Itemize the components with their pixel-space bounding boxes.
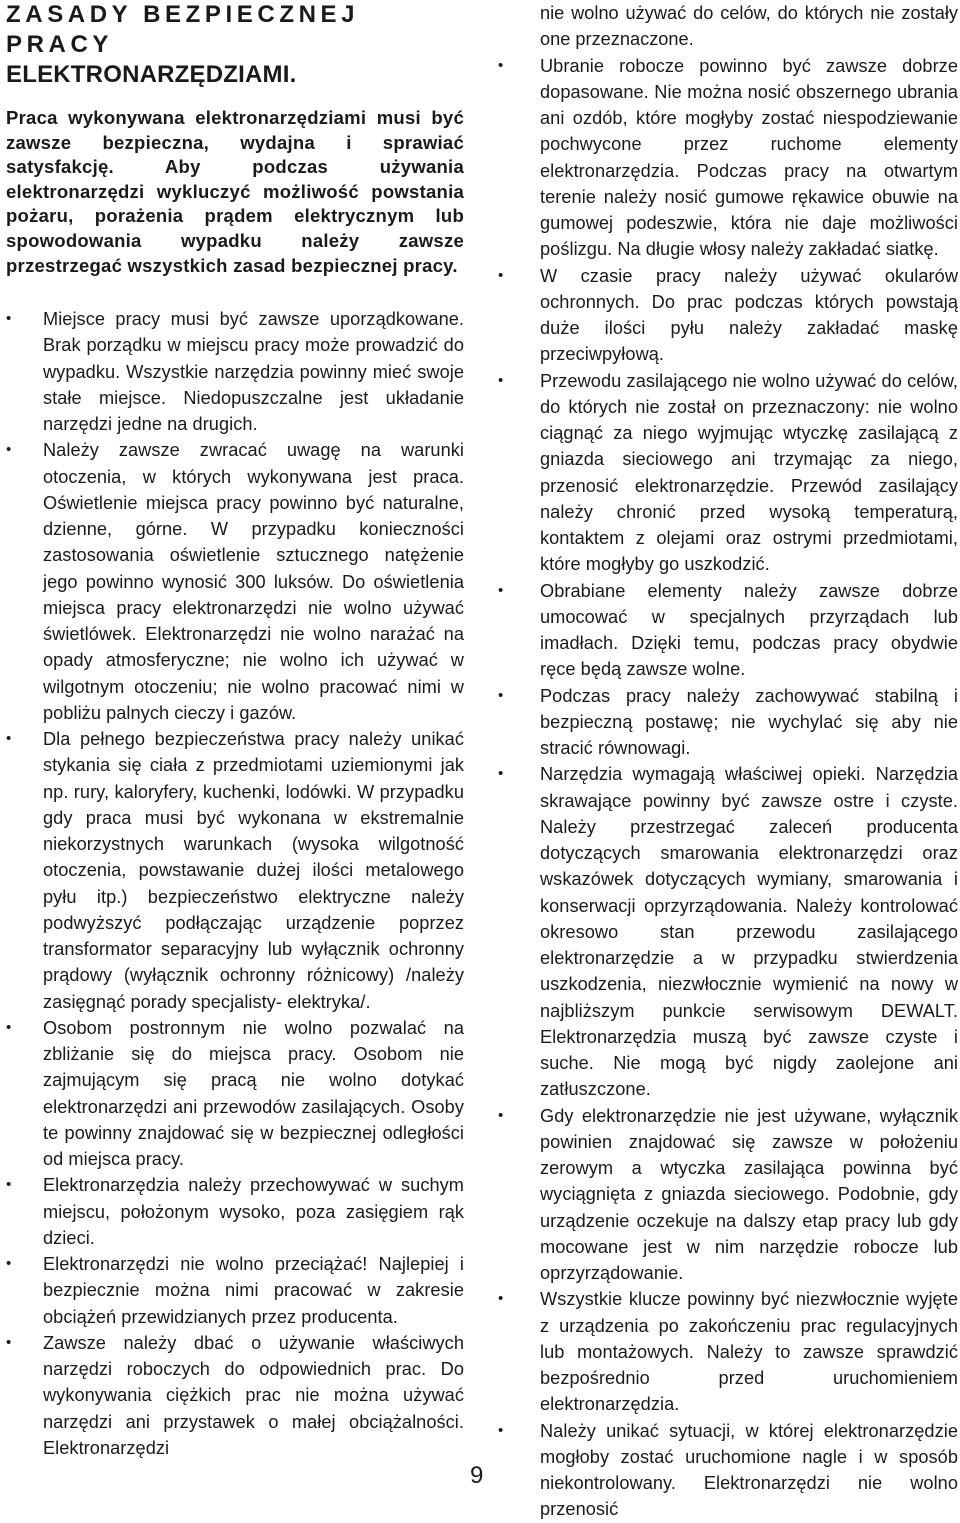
bullet-icon: • [6,1176,12,1194]
section-title-line1: ZASADY BEZPIECZNEJ PRACY [6,1,360,58]
rule-text: Obrabiane elementy należy zawsze dobrze umocować w specjalnych przyrządach lub imadłach. Dzięki temu, podczas pracy obydwie ręce będą zawsze wolne. [540,580,958,680]
right-column [498,0,958,1523]
rule-text: Należy zawsze zwracać uwagę na warunki otoczenia, w których wykonywana jest praca. Oświetlenie miejsca pracy powinno być naturalne, dzienne, górne. W przypadku konieczności zastosowania oświetlenie sztucznego natężenie jego powinno wynosić 300 luksów. Do oświetlenia miejsca pracy elektronarzędzi nie wolno używać świetlówek. Elektronarzędzi nie wolno narażać na opady atmosferyczne; nie wolno ich używać w wilgotnym otoczeniu; nie wolno pracować nimi w pobliżu palnych cieczy i gazów. [43,440,464,723]
left-rules-list [6,306,464,1461]
rule-text: Osobom postronnym nie wolno pozwalać na zbliżanie się do miejsca pracy. Osobom nie zajmującym się pracą nie wolno dotykać elektronarzędzi ani przewodów zasilających. Osoby te powinny znajdować się w bezpiecznej odległości od miejsca pracy. [43,1017,464,1170]
bullet-icon: • [498,1106,504,1124]
bullet-icon: • [498,371,504,389]
rule-text: Ubranie robocze powinno być zawsze dobrze dopasowane. Nie można nosić obszernego ubrania ani ozdób, które mogłyby zostać niespodziewanie pochwycone przez ruchome elementy elektronarzędzia. Podczas pracy na otwartym terenie należy nosić gumowe rękawice obuwie na gumowej podeszwie, która nie daje możliwości poślizgu. Na długie włosy należy zakładać siatkę. [540,55,958,260]
page-number: 9 [470,1462,484,1489]
bullet-icon: • [6,1018,12,1036]
list-item [6,306,464,437]
bullet-icon: • [498,1421,504,1439]
rule-text: Przewodu zasilającego nie wolno używać do celów, do których nie został on przeznaczony: nie wolno ciągnąć za niego wyjmując wtyczkę zasilającą z gniazda sieciowego ani trzymając za niego, przenosić elektronarzędzie. Przewód zasilający należy chronić przed wysoką temperaturą, kontaktem z olejami oraz ostrymi przedmiotami, które mogłyby go uszkodzić. [540,370,958,575]
list-item [498,1418,958,1523]
list-item [498,1103,958,1287]
list-item [6,437,464,726]
rule-text: Elektronarzędzia należy przechowywać w suchym miejscu, położonym wysoko, poza zasięgiem rąk dzieci. [43,1175,464,1248]
rule-text: Miejsce pracy musi być zawsze uporządkowane. Brak porządku w miejscu pracy może prowadzić do wypadku. Wszystkie narzędzia powinny mieć swoje stałe miejsce. Niedopuszczalne jest układanie narzędzi jedne na drugich. [43,309,464,435]
left-column [6,0,464,1461]
bullet-icon: • [498,581,504,599]
bullet-icon: • [6,441,12,459]
rule-text: Zawsze należy dbać o używanie właściwych narzędzi roboczych do odpowiednich prac. Do wykonywania ciężkich prac nie można używać narzędzi ani przystawek o małej obciążalności. Elektronarzędzi [43,1332,464,1458]
list-item [498,1286,958,1417]
list-item [498,53,958,263]
rule-text: Elektronarzędzi nie wolno przeciążać! Najlepiej i bezpiecznie można nimi pracować w zakresie obciążeń przewidzianych przez producenta. [43,1254,464,1327]
list-item [6,726,464,1015]
list-item [498,263,958,368]
list-item [498,683,958,762]
list-item [6,1172,464,1251]
rule-text: Wszystkie klucze powinny być niezwłocznie wyjęte z urządzenia po zakończeniu prac regulacyjnych lub montażowych. Należy to zawsze sprawdzić bezpośrednio przed uruchomieniem elektronarzędzia. [540,1289,958,1415]
rule-text: W czasie pracy należy używać okularów ochronnych. Do prac podczas których powstają duże ilości pyłu należy zakładać maskę przeciwpyłową. [540,265,958,365]
bullet-icon: • [498,686,504,704]
bullet-icon: • [498,765,504,783]
rule-text: Należy unikać sytuacji, w której elektronarzędzie mogłoby zostać uruchomione nagle i w sposób niekontrolowany. Elektronarzędzi nie wolno przenosić [540,1420,958,1520]
list-item [498,761,958,1102]
bullet-icon: • [498,266,504,284]
bullet-icon: • [6,1255,12,1273]
bullet-icon: • [6,730,12,748]
bullet-icon: • [498,1290,504,1308]
section-title-line2: ELEKTRONARZĘDZIAMI. [6,61,297,88]
section-title [6,0,464,90]
bullet-icon: • [498,56,504,74]
list-item [498,578,958,683]
list-item [6,1251,464,1330]
bullet-icon: • [6,310,12,328]
rule-text: Narzędzia wymagają właściwej opieki. Narzędzia skrawające powinny być zawsze ostre i czyste. Należy przestrzegać zaleceń producenta dotyczących smarowania elektronarzędzi oraz wskazówek dotyczących wymiany, smarowania i konserwacji oprzyrządowania. Należy kontrolować okresowo stan przewodu zasilającego elektronarzędzie a w przypadku stwierdzenia uszkodzenia, niezwłocznie wymienić na nowy w najbliższym punkcie serwisowym DEWALT. Elektronarzędzia muszą być zawsze czyste i suche. Nie mogą być nigdy zaolejone ani zatłuszczone. [540,764,958,1100]
bullet-icon: • [6,1333,12,1351]
list-item [498,368,958,578]
rule-text: Podczas pracy należy zachowywać stabilną i bezpieczną postawę; nie wychylać się aby nie stracić równowagi. [540,685,958,758]
intro-paragraph: Praca wykonywana elektronarzędziami musi być zawsze bezpieczna, wydajna i sprawiać satysfakcję. Aby podczas używania elektronarzędzi wykluczyć możliwość powstania pożaru, porażenia prądem elektrycznym lub spowodowania wypadku należy zawsze przestrzegać wszystkich zasad bezpiecznej pracy. [6,107,464,276]
rule-text: Dla pełnego bezpieczeństwa pracy należy unikać stykania się ciała z przedmiotami uziemionymi jak np. rury, kaloryfery, kuchenki, lodówki. W przypadku gdy praca musi być wykonana w ekstremalnie niekorzystnych warunkach (wysoka wilgotność otoczenia, powstawanie dużej ilości metalowego pyłu itp.) bezpieczeństwo elektryczne należy podwyższyć podłączając urządzenie poprzez transformator separacyjny lub wyłącznik ochronny prądowy (wyłącznik ochronny różnicowy) /należy zasięgnąć porady specjalisty- elektryka/. [43,729,464,1012]
continuation-text: nie wolno używać do celów, do których nie zostały one przeznaczone. [540,3,958,50]
list-item [6,1015,464,1173]
right-rules-list [498,0,958,1523]
rule-text: Gdy elektronarzędzie nie jest używane, wyłącznik powinien znajdować się zawsze w położeniu zerowym a wtyczka zasilająca powinna być wyciągnięta z gniazda sieciowego. Podobnie, gdy urządzenie oczekuje na dalszy etap pracy lub gdy mocowane jest w nim narzędzie robocze lub oprzyrządowanie. [540,1105,958,1283]
list-item [6,1330,464,1461]
